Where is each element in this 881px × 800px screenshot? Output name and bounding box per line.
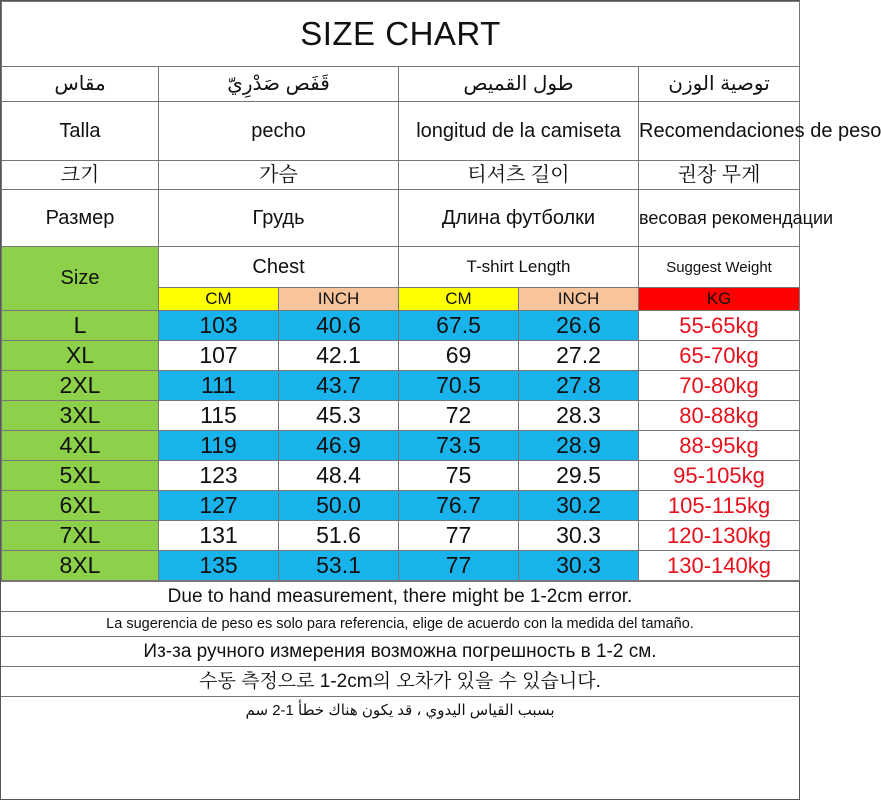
weight-value: 80-88kg: [639, 401, 800, 431]
page-title: SIZE CHART: [2, 2, 800, 67]
length-inch-value: 28.9: [519, 431, 639, 461]
length-inch-value: 30.3: [519, 521, 639, 551]
table-row: [2, 491, 800, 521]
length-inch-value: 29.5: [519, 461, 639, 491]
length-cm-value: 75: [399, 461, 519, 491]
weight-value: 105-115kg: [639, 491, 800, 521]
unit-chest-cm: CM: [159, 288, 279, 311]
length-cm-value: 70.5: [399, 371, 519, 401]
table-row: [2, 551, 800, 581]
chest-inch-value: 40.6: [279, 311, 399, 341]
size-label: XL: [2, 341, 159, 371]
chest-cm-value: 103: [159, 311, 279, 341]
length-inch-value: 27.2: [519, 341, 639, 371]
chest-inch-value: 50.0: [279, 491, 399, 521]
header-spanish-length: longitud de la camiseta: [399, 102, 639, 161]
chest-cm-value: 131: [159, 521, 279, 551]
size-label: 8XL: [2, 551, 159, 581]
table-row: [2, 311, 800, 341]
header-arabic-length: طول القميص: [399, 67, 639, 102]
table-row: [2, 371, 800, 401]
unit-weight-kg: KG: [639, 288, 800, 311]
length-cm-value: 77: [399, 551, 519, 581]
length-inch-value: 26.6: [519, 311, 639, 341]
size-label: 7XL: [2, 521, 159, 551]
chest-cm-value: 115: [159, 401, 279, 431]
unit-length-cm: CM: [399, 288, 519, 311]
chest-inch-value: 53.1: [279, 551, 399, 581]
size-label: 6XL: [2, 491, 159, 521]
table-row: [2, 521, 800, 551]
length-inch-value: 27.8: [519, 371, 639, 401]
chest-inch-value: 46.9: [279, 431, 399, 461]
chest-inch-value: 51.6: [279, 521, 399, 551]
header-spanish-size: Talla: [2, 102, 159, 161]
unit-length-inch: INCH: [519, 288, 639, 311]
header-weight: Suggest Weight: [639, 247, 800, 288]
weight-value: 88-95kg: [639, 431, 800, 461]
length-cm-value: 69: [399, 341, 519, 371]
weight-value: 70-80kg: [639, 371, 800, 401]
length-cm-value: 77: [399, 521, 519, 551]
header-russian-length: Длина футболки: [399, 190, 639, 247]
length-inch-value: 30.3: [519, 551, 639, 581]
size-label: 2XL: [2, 371, 159, 401]
length-cm-value: 76.7: [399, 491, 519, 521]
length-cm-value: 73.5: [399, 431, 519, 461]
table-row: [2, 341, 800, 371]
header-korean-length: 티셔츠 길이: [399, 161, 639, 190]
header-spanish-weight: Recomendaciones de peso: [639, 102, 800, 161]
header-arabic-chest: قَفَص صَدْرِيّ: [159, 67, 399, 102]
chest-cm-value: 107: [159, 341, 279, 371]
header-length: T-shirt Length: [399, 247, 639, 288]
chest-cm-value: 111: [159, 371, 279, 401]
chest-cm-value: 127: [159, 491, 279, 521]
chest-inch-value: 45.3: [279, 401, 399, 431]
weight-value: 65-70kg: [639, 341, 800, 371]
header-russian-size: Размер: [2, 190, 159, 247]
size-label: 3XL: [2, 401, 159, 431]
chest-cm-value: 135: [159, 551, 279, 581]
note-spanish: La sugerencia de peso es solo para referencia, elige de acuerdo con la medida del tamaño.: [1, 611, 799, 636]
header-chest: Chest: [159, 247, 399, 288]
weight-value: 95-105kg: [639, 461, 800, 491]
chest-inch-value: 42.1: [279, 341, 399, 371]
note-english: Due to hand measurement, there might be 1-2cm error.: [1, 581, 799, 611]
header-size: Size: [2, 247, 159, 311]
header-arabic-size: مقاس: [2, 67, 159, 102]
size-chart-table: [1, 1, 881, 581]
length-inch-value: 28.3: [519, 401, 639, 431]
notes: [1, 581, 799, 725]
header-korean-weight: 권장 무게: [639, 161, 800, 190]
note-russian: Из-за ручного измерения возможна погрешность в 1-2 см.: [1, 636, 799, 666]
weight-value: 55-65kg: [639, 311, 800, 341]
header-russian-weight: весовая рекомендации: [639, 190, 800, 247]
header-korean-size: 크기: [2, 161, 159, 190]
chest-inch-value: 43.7: [279, 371, 399, 401]
note-korean: 수동 측정으로 1-2cm의 오차가 있을 수 있습니다.: [1, 666, 799, 696]
table-row: [2, 401, 800, 431]
length-cm-value: 72: [399, 401, 519, 431]
header-spanish-chest: pecho: [159, 102, 399, 161]
note-arabic: بسبب القياس اليدوي ، قد يكون هناك خطأ 1-2 سم: [1, 696, 799, 725]
table-row: [2, 461, 800, 491]
length-cm-value: 67.5: [399, 311, 519, 341]
table-row: [2, 431, 800, 461]
unit-chest-inch: INCH: [279, 288, 399, 311]
chest-cm-value: 119: [159, 431, 279, 461]
header-korean-chest: 가슴: [159, 161, 399, 190]
header-arabic-weight: توصية الوزن: [639, 67, 800, 102]
size-label: 4XL: [2, 431, 159, 461]
length-inch-value: 30.2: [519, 491, 639, 521]
weight-value: 120-130kg: [639, 521, 800, 551]
chest-inch-value: 48.4: [279, 461, 399, 491]
weight-value: 130-140kg: [639, 551, 800, 581]
size-label: 5XL: [2, 461, 159, 491]
chest-cm-value: 123: [159, 461, 279, 491]
header-russian-chest: Грудь: [159, 190, 399, 247]
size-label: L: [2, 311, 159, 341]
